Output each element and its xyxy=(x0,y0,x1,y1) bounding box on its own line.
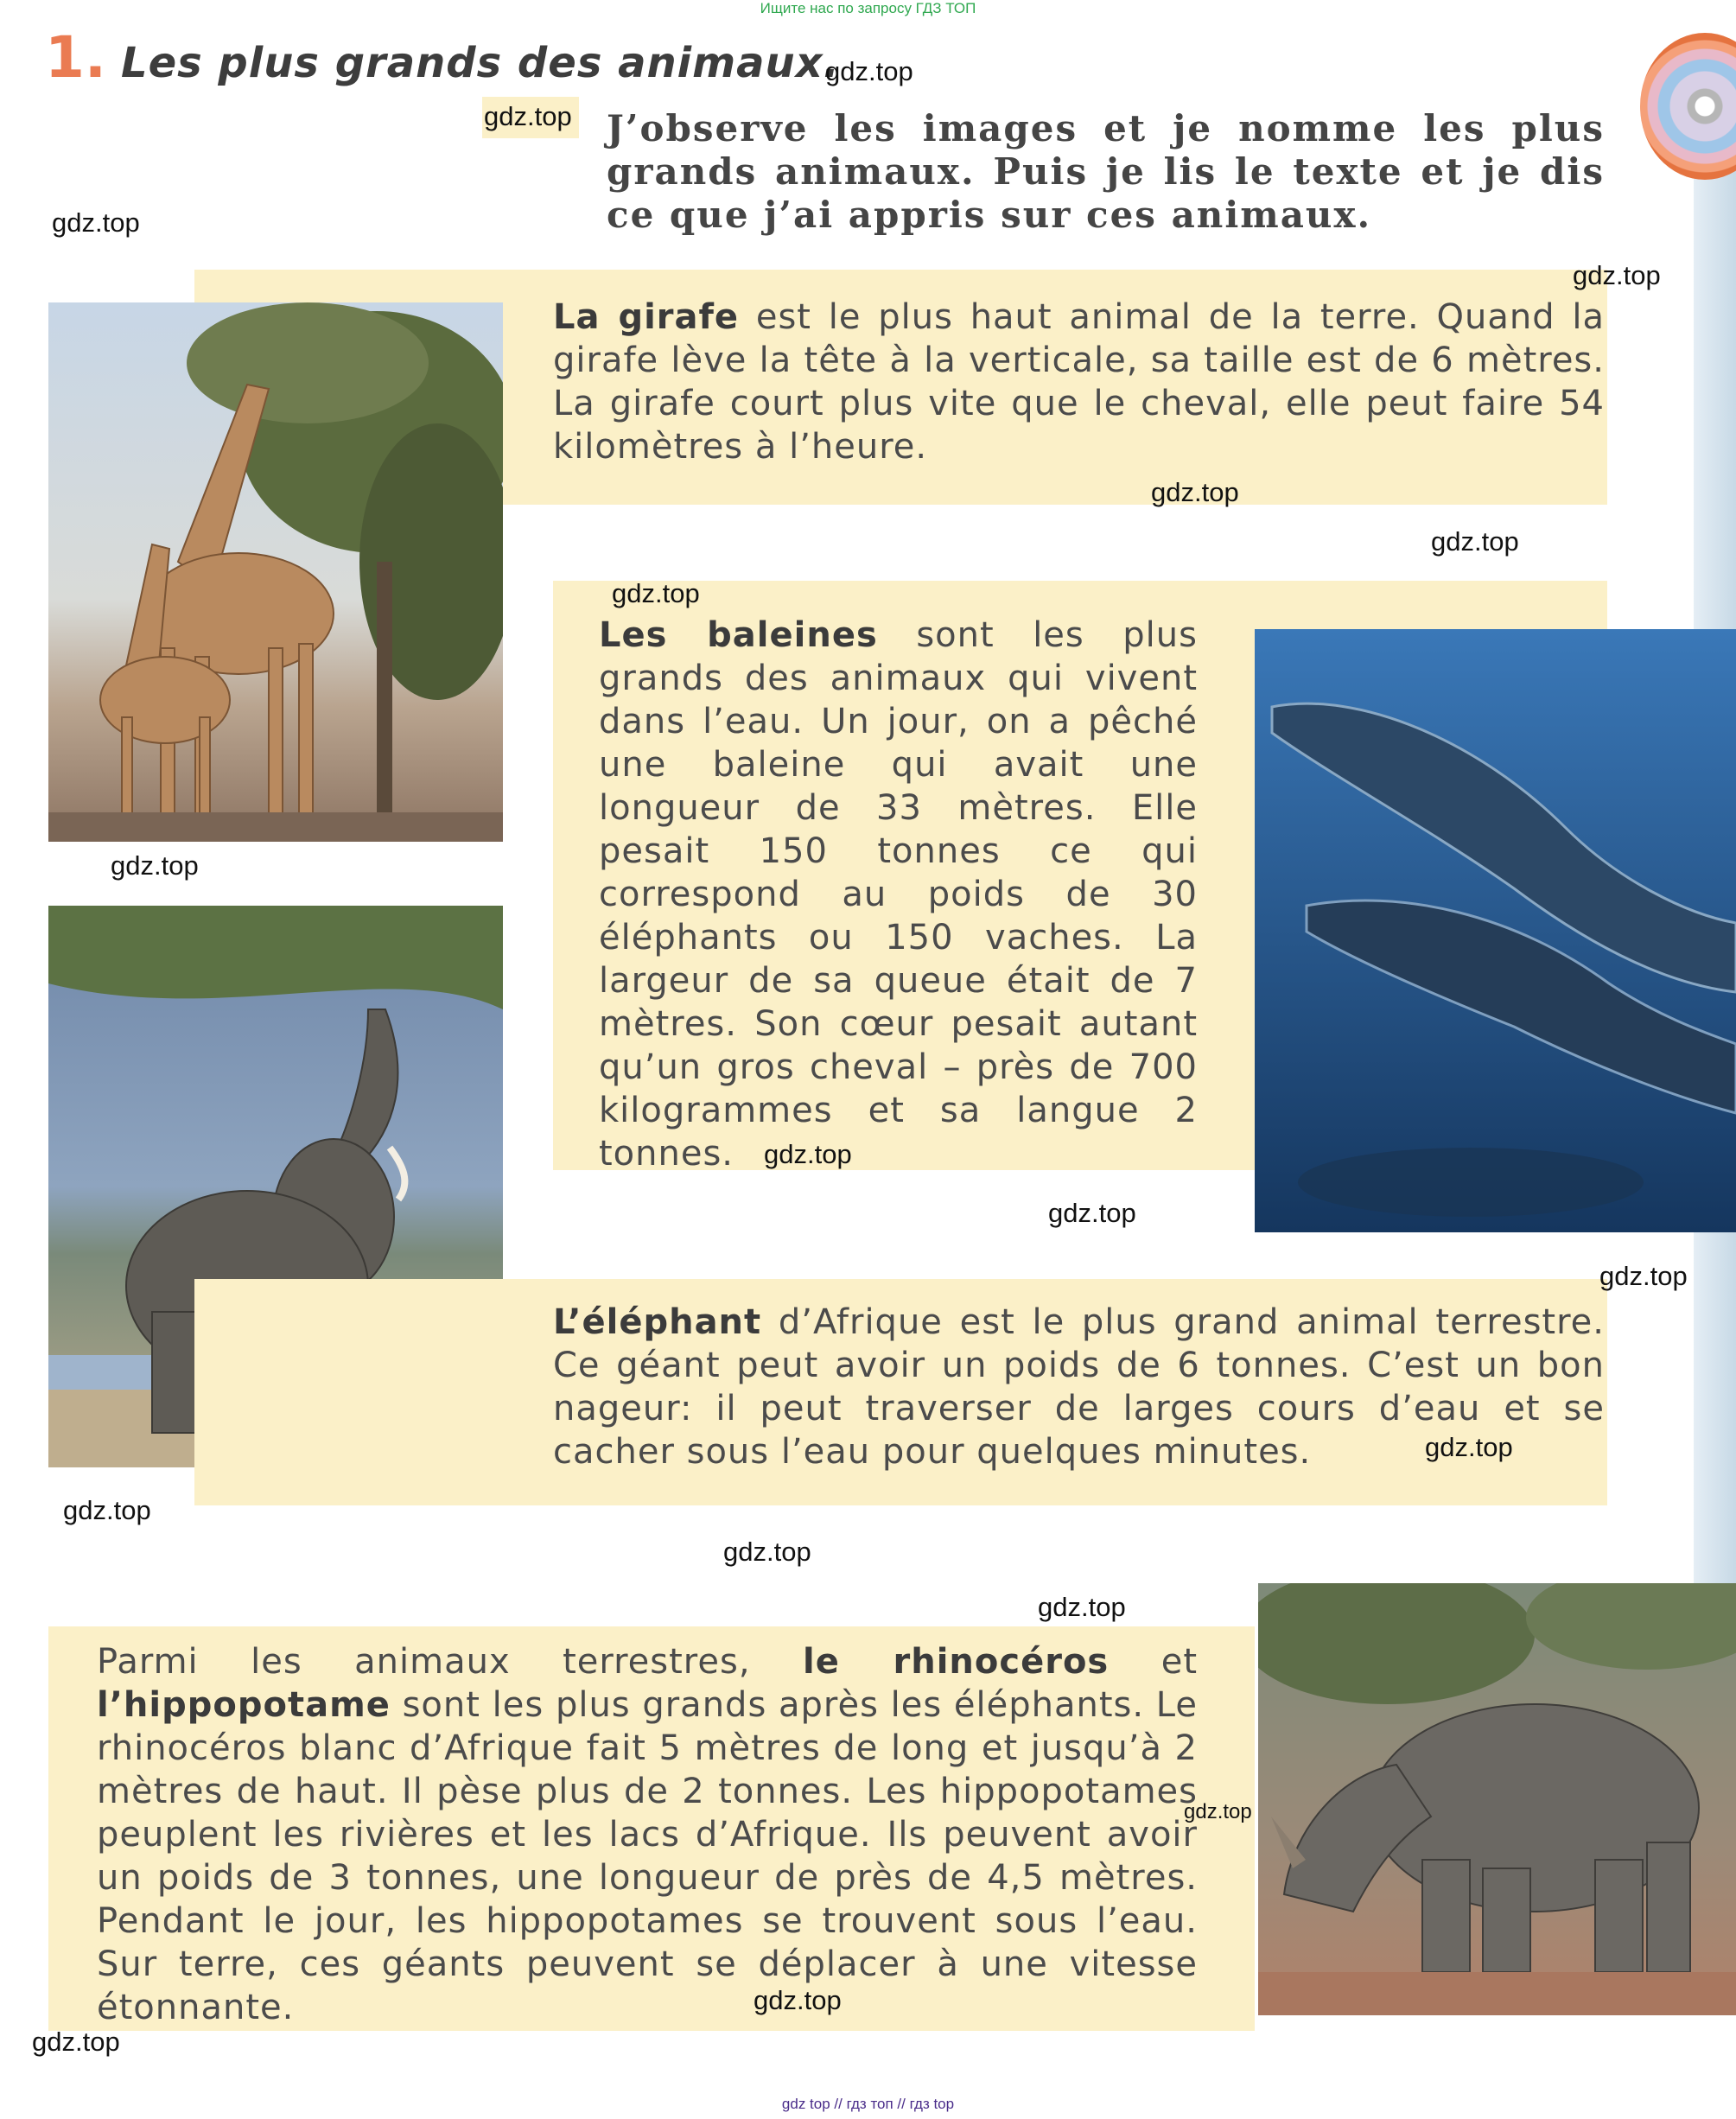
baleines-name: Les baleines xyxy=(599,615,878,655)
rhino-photo xyxy=(1258,1583,1736,2015)
exercise-title: Les plus grands des animaux. xyxy=(121,39,840,87)
top-watermark: Ищите нас по запросу ГДЗ ТОП xyxy=(760,0,976,16)
gdz-watermark: gdz.top xyxy=(1184,1800,1252,1823)
gdz-watermark: gdz.top xyxy=(111,850,199,881)
girafe-description: est le plus haut animal de la terre. Quand la girafe lève la tête à la verticale, sa taille est de 6 mètres. La girafe court plus vite que le cheval, elle peut faire 54 kilomètres à l’heure. xyxy=(553,297,1606,467)
gdz-watermark: gdz.top xyxy=(32,2027,120,2057)
audio-cd-icon[interactable] xyxy=(1640,33,1736,180)
gdz-watermark: gdz.top xyxy=(52,207,140,238)
gdz-watermark: gdz.top xyxy=(825,56,913,86)
gdz-watermark: gdz.top xyxy=(1038,1592,1126,1622)
baleines-text xyxy=(599,614,1198,1175)
rhino-text xyxy=(97,1640,1198,2029)
gdz-watermark: gdz.top xyxy=(484,101,572,131)
gdz-watermark: gdz.top xyxy=(754,1985,842,2015)
hippo-name: l’hippopotame xyxy=(97,1685,391,1725)
gdz-watermark: gdz.top xyxy=(723,1537,811,1567)
giraffe-photo xyxy=(48,302,503,842)
gdz-watermark: gdz.top xyxy=(1425,1432,1513,1462)
gdz-watermark: gdz.top xyxy=(1151,477,1239,507)
baleines-description: sont les plus grands des animaux qui vivent dans l’eau. Un jour, on a pêché une baleine qui avait une longueur de 33 mètres. Elle pesait 150 tonnes ce qui correspond au poids de 30 éléphants ou 150 vaches. La largeur de sa queue était de 7 mètres. Son cœur pesait autant qu’un gros cheval – près de 700 kilogrammes et sa langue 2 tonnes. xyxy=(599,615,1198,1174)
elephant-description: d’Afrique est le plus grand animal terrestre. Ce géant peut avoir un poids de 6 tonnes. C’est un bon nageur: il peut traverser de larges cours d’eau et se cacher sous l’eau pour quelques minutes. xyxy=(553,1302,1606,1472)
gdz-watermark: gdz.top xyxy=(1573,260,1661,290)
rhino-and: et xyxy=(1161,1642,1198,1682)
gdz-watermark: gdz.top xyxy=(1431,526,1519,557)
rhino-intro: Parmi les animaux terrestres, xyxy=(97,1642,751,1682)
exercise-number: 1. xyxy=(45,24,106,91)
gdz-watermark: gdz.top xyxy=(1048,1198,1136,1228)
gdz-watermark: gdz.top xyxy=(764,1139,852,1169)
girafe-text xyxy=(553,296,1605,468)
rhino-name: le rhinocéros xyxy=(803,1642,1110,1682)
gdz-watermark: gdz.top xyxy=(1599,1261,1688,1291)
whale-photo xyxy=(1255,629,1736,1232)
gdz-watermark: gdz.top xyxy=(63,1495,151,1525)
exercise-instruction: J’observe les images et je nomme les plus grands animaux. Puis je lis le texte et je dis ce que j’ai appris sur ces animaux. xyxy=(607,107,1605,236)
rhino-description: sont les plus grands après les éléphants. Le rhinocéros blanc d’Afrique fait 5 mètres de long et jusqu’à 2 mètres de haut. Il pèse plus de 2 tonnes. Les hippopotames peuplent les rivières et les lacs d’Afrique. Ils peuvent avoir un poids de 3 tonnes, une longueur de près de 4,5 mètres. Pendant le jour, les hippopotames se trouvent sous l’eau. Sur terre, ces géants peuvent se déplacer à une vitesse étonnante. xyxy=(97,1685,1198,2027)
bottom-watermark: gdz top // гдз топ // гдз top xyxy=(781,2096,955,2112)
gdz-watermark: gdz.top xyxy=(612,578,700,608)
girafe-name: La girafe xyxy=(553,297,740,337)
elephant-name: L’éléphant xyxy=(553,1302,762,1342)
